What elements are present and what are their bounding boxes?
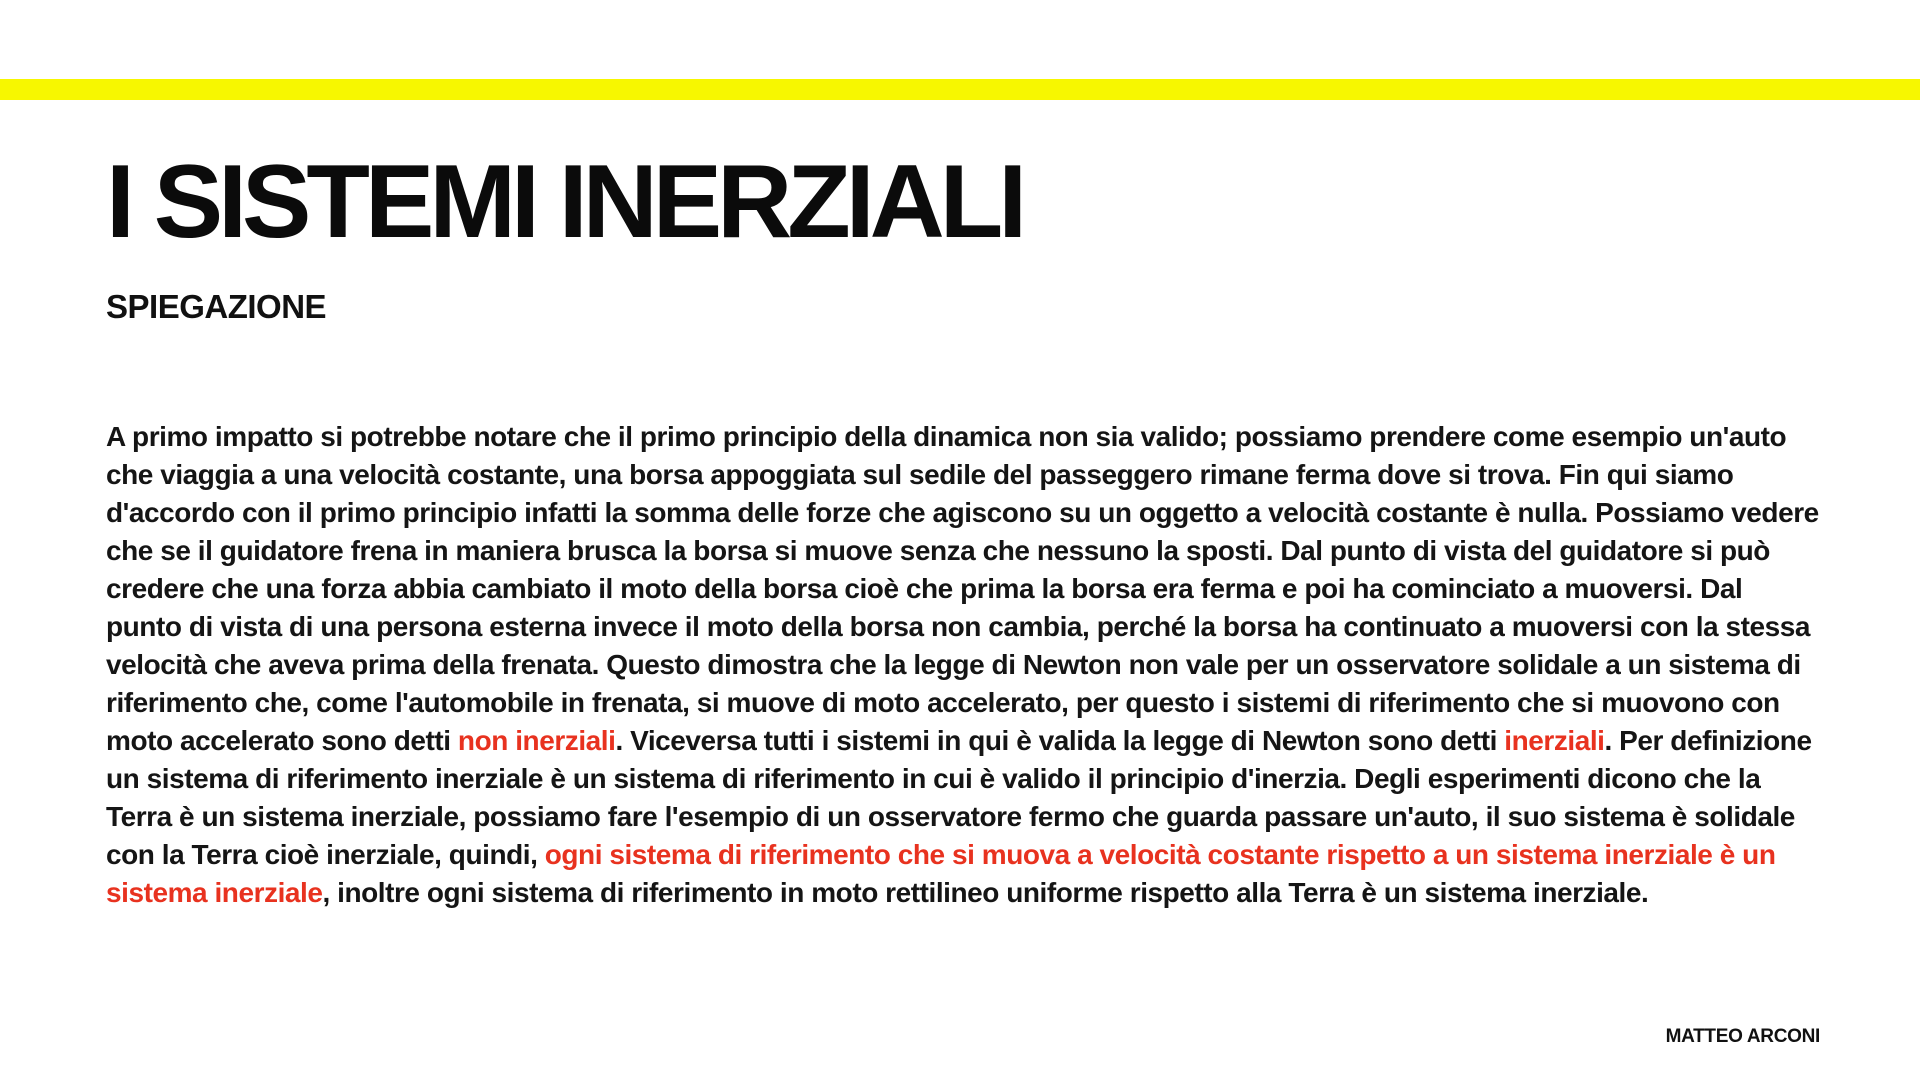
author-name: MATTEO ARCONI xyxy=(1665,1026,1820,1047)
highlight-inerziali: inerziali xyxy=(1504,725,1605,756)
highlight-non-inerziali: non inerziali xyxy=(457,725,616,756)
body-text-part-3: . Per definizione un sistema di riferimento inerziale è un sistema di riferimento in cui è valido il principio d'inerzia. Degli esperimenti dicono che la Terra è un sistema inerziale, possiamo fare l'esempio di un osservatore fermo che guarda passare un'auto, il suo sistema è solidale con la Terra cioè inerziale, quindi, xyxy=(106,725,1812,870)
body-text-part-1: A primo impatto si potrebbe notare che il primo principio della dinamica non sia valido; possiamo prendere come esempio un'auto che viaggia a una velocità costante, una borsa appoggiata sul sedile del passeggero rimane ferma dove si trova. Fin qui siamo d'accordo con il primo principio infatti la somma delle forze che agiscono su un oggetto a velocità costante è nulla. Possiamo vedere che se il guidatore frena in maniera brusca la borsa si muove senza che nessuno la sposti. Dal punto di vista del guidatore si può credere che una forza abbia cambiato il moto della borsa cioè che prima la borsa era ferma e poi ha cominciato a muoversi. Dal punto di vista di una persona esterna invece il moto della borsa non cambia, perché la borsa ha continuato a muoversi con la stessa velocità che aveva prima della frenata. Questo dimostra che la legge di Newton non vale per un osservatore solidale a un sistema di riferimento che, come l'automobile in frenata, si muove di moto accelerato, per questo i sistemi di riferimento che si muovono con moto accelerato sono detti xyxy=(106,421,1819,756)
body-text-part-4: , inoltre ogni sistema di riferimento in moto rettilineo uniforme rispetto alla Terra è un sistema inerziale. xyxy=(322,877,1649,908)
slide-subtitle: SPIEGAZIONE xyxy=(106,288,327,325)
highlight-definition: ogni sistema di riferimento che si muova a velocità costante rispetto a un sistema inerziale è un sistema inerziale xyxy=(106,839,1776,908)
accent-bar xyxy=(0,79,1920,100)
slide-title: I SISTEMI INERZIALI xyxy=(106,144,1023,260)
body-text-part-2: . Viceversa tutti i sistemi in qui è valida la legge di Newton sono detti xyxy=(615,725,1505,756)
explanation-paragraph xyxy=(106,418,1821,912)
